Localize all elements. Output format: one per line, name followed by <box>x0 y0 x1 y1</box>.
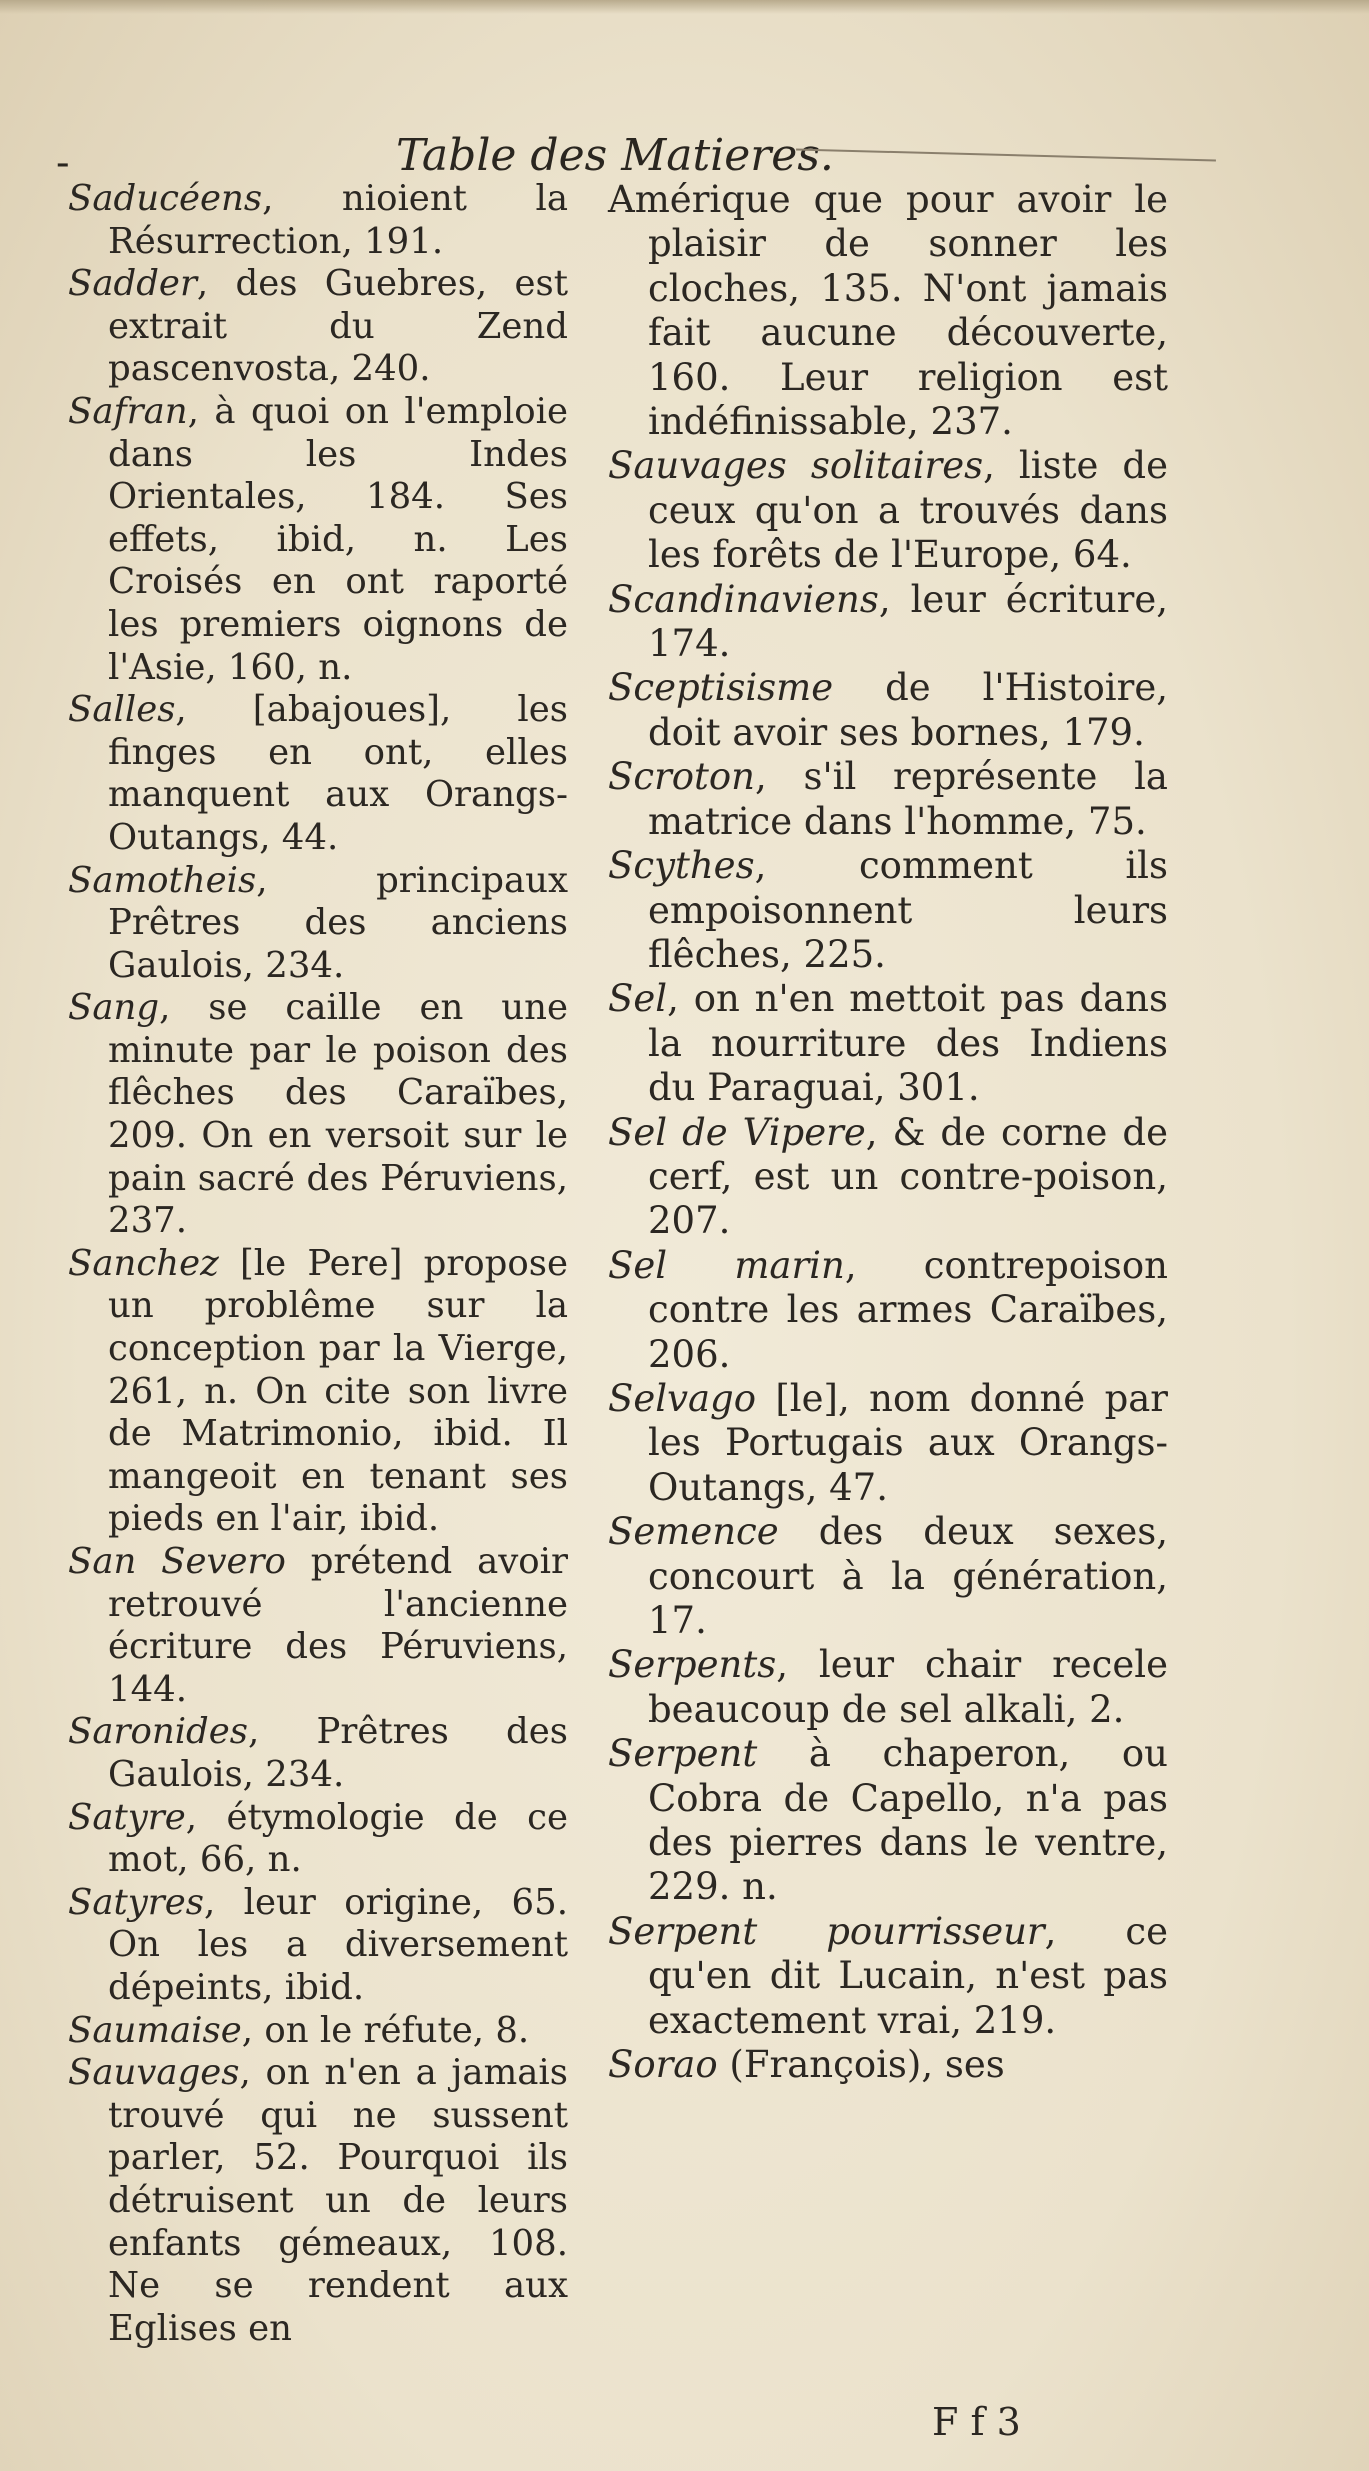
entry-text: , comment ils empoisonnent leurs flêches, 225. <box>648 844 1168 976</box>
entry-term: Sel marin <box>608 1243 845 1287</box>
entry-text: , & de corne de cerf, est un contre-poison, 207. <box>648 1110 1168 1243</box>
entry-term: Sceptisisme <box>608 666 834 710</box>
entry-text: , principaux Prêtres des anciens Gaulois, 234. <box>108 859 568 986</box>
left-column <box>68 178 568 2350</box>
entry-term: Serpents <box>608 1643 777 1687</box>
entry-term: Sadder <box>68 263 197 305</box>
entry-term: San Severo <box>68 1541 286 1582</box>
index-entry-continued <box>608 178 1168 444</box>
entry-text: [le], nom donné par les Portugais aux Orangs-Outangs, 47. <box>648 1376 1168 1509</box>
index-entry <box>68 1711 568 1796</box>
index-entry <box>68 391 568 689</box>
entry-term: Sauvages <box>68 2052 240 2094</box>
index-entry <box>608 1510 1168 1643</box>
entry-term: Scroton <box>608 755 756 799</box>
entry-text: des deux sexes, concourt à la génération, 17. <box>648 1510 1168 1642</box>
index-entry <box>608 578 1168 667</box>
entry-text: , [abajoues], les finges en ont, elles manquent aux Orangs-Outangs, 44. <box>108 689 568 858</box>
index-entry <box>68 178 568 263</box>
entry-term: Salles <box>68 689 176 731</box>
entry-text: , ce qu'en dit Lucain, n'est pas exactement vrai, 219. <box>648 1909 1168 2042</box>
entry-text: , on n'en mettoit pas dans la nourriture des Indiens du Paraguai, 301. <box>648 977 1168 1110</box>
entry-text: (François), ses <box>717 2043 1005 2087</box>
page-edge <box>0 0 1369 14</box>
index-entry <box>68 1882 568 2010</box>
entry-term: Safran <box>68 390 188 432</box>
index-entry <box>68 263 568 391</box>
entry-term: Serpent pourrisseur <box>608 1909 1045 1953</box>
entry-term: Sorao <box>608 2043 718 2087</box>
entry-term: Satyres <box>68 1881 205 1923</box>
entry-term: Sel de Vipere <box>608 1110 866 1154</box>
entry-text: de l'Histoire, doit avoir ses bornes, 179. <box>648 666 1168 754</box>
index-entry <box>608 1910 1168 2043</box>
index-entry <box>608 1732 1168 1910</box>
entry-text: , des Guebres, est extrait du Zend pascenvosta, 240. <box>108 263 568 390</box>
entry-term: Saducéens <box>68 178 263 219</box>
index-entry <box>68 987 568 1243</box>
entry-term: Sauvages solitaires <box>608 444 984 488</box>
index-entry <box>608 1244 1168 1377</box>
entry-term: Serpent <box>608 1732 758 1776</box>
index-entry <box>608 755 1168 844</box>
entry-term: Samotheis <box>68 859 257 901</box>
entry-text: , on le réfute, 8. <box>241 2009 530 2051</box>
entry-term: Scythes <box>608 844 755 888</box>
entry-term: Saronides <box>68 1711 248 1753</box>
running-head-dash: - <box>56 140 70 186</box>
index-entry <box>608 1111 1168 1244</box>
entry-text: [le Pere] propose un problême sur la conception par la Vierge, 261, n. On cite son livre de Matrimonio, ibid. Il mangeoit en tenant ses pieds en l'air, ibid. <box>108 1242 568 1540</box>
entry-text: Amérique que pour avoir le plaisir de sonner les cloches, 135. N'ont jamais fait aucune découverte, 160. Leur religion est indéfinissable, 237. <box>608 178 1168 444</box>
entry-term: Sel <box>608 977 668 1021</box>
entry-term: Sang <box>68 987 160 1029</box>
running-head-title: Table des Matieres. <box>396 130 834 181</box>
index-entry <box>608 1643 1168 1732</box>
entry-text: , s'il représente la matrice dans l'homme, 75. <box>648 755 1168 843</box>
index-entry <box>68 860 568 988</box>
entry-text: , à quoi on l'emploie dans les Indes Orientales, 184. Ses effets, ibid, n. Les Croisés en ont raporté les premiers oignons de l'Asie, 160, n. <box>108 390 568 688</box>
entry-text: , se caille en une minute par le poison des flêches des Caraïbes, 209. On en versoit sur le pain sacré des Péruviens, 237. <box>108 987 568 1242</box>
entry-text: , on n'en a jamais trouvé qui ne sussent parler, 52. Pourquoi ils détruisent un de leurs enfants gémeaux, 108. Ne se rendent aux Eglises en <box>108 2052 568 2349</box>
entry-term: Sanchez <box>68 1242 219 1284</box>
entry-text: , nioient la Résurrection, 191. <box>108 178 568 262</box>
index-entry <box>68 689 568 859</box>
index-entry <box>68 1243 568 1541</box>
entry-term: Selvago <box>608 1376 756 1420</box>
index-entry <box>608 977 1168 1110</box>
index-entry <box>608 844 1168 977</box>
entry-term: Scandinaviens <box>608 577 879 621</box>
running-head-rule <box>796 149 1216 162</box>
index-entry <box>68 1797 568 1882</box>
entry-term: Semence <box>608 1510 779 1554</box>
entry-text: , leur chair recele beaucoup de sel alkali, 2. <box>648 1643 1168 1731</box>
index-entry <box>608 666 1168 755</box>
entry-text: à chaperon, ou Cobra de Capello, n'a pas des pierres dans le ventre, 229. n. <box>648 1732 1168 1909</box>
index-entry <box>608 444 1168 577</box>
index-entry <box>68 2010 568 2053</box>
index-entry <box>608 1377 1168 1510</box>
entry-text: , Prêtres des Gaulois, 234. <box>108 1711 568 1795</box>
entry-text: , étymologie de ce mot, 66, n. <box>108 1796 568 1881</box>
entry-term: Saumaise <box>68 2009 242 2051</box>
entry-text: , contrepoison contre les armes Caraïbes, 206. <box>648 1243 1168 1376</box>
entry-text: , leur écriture, 174. <box>648 577 1168 666</box>
running-head <box>56 128 1256 186</box>
entry-text: prétend avoir retrouvé l'ancienne écriture des Péruviens, 144. <box>108 1541 568 1710</box>
entry-text: , liste de ceux qu'on a trouvés dans les forêts de l'Europe, 64. <box>648 444 1168 577</box>
right-column <box>608 178 1168 2087</box>
index-entry <box>68 2052 568 2350</box>
signature-mark: F f 3 <box>932 2400 1021 2444</box>
entry-text: , leur origine, 65. On les a diversement dépeints, ibid. <box>108 1881 568 2008</box>
index-entry <box>68 1541 568 1711</box>
entry-term: Satyre <box>68 1796 186 1838</box>
index-entry <box>608 2043 1168 2087</box>
